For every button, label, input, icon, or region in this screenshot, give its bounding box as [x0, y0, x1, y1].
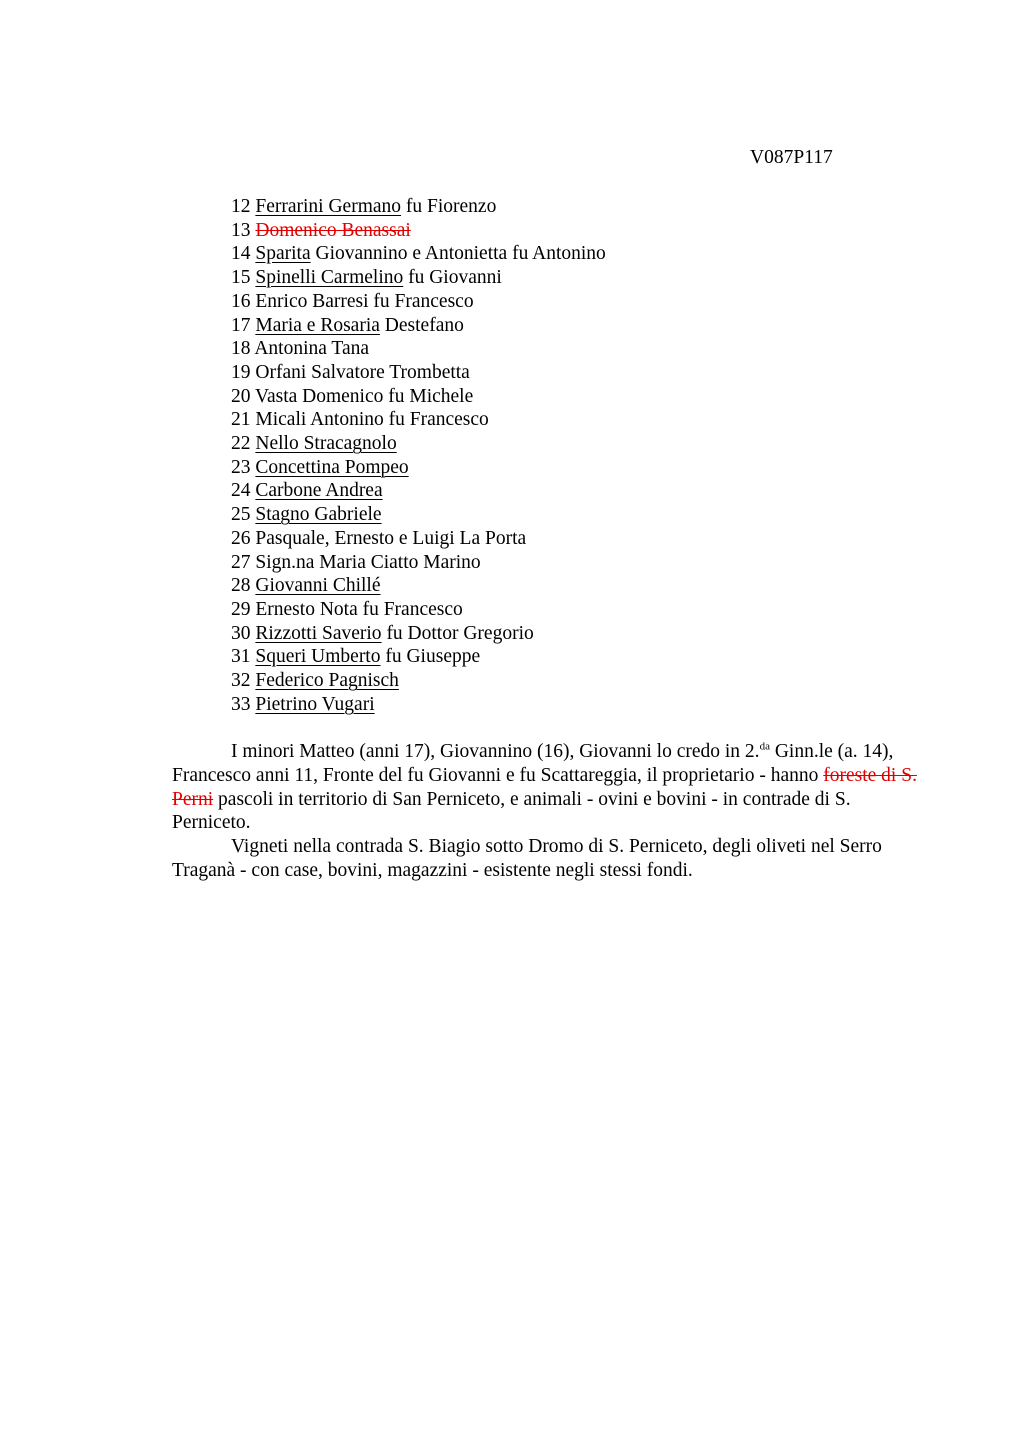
list-item-underlined-text: Squeri Umberto	[255, 646, 381, 668]
list-item-text: fu Fiorenzo	[401, 196, 497, 217]
list-item	[231, 622, 606, 646]
list-item	[231, 527, 606, 551]
list-item	[231, 290, 606, 314]
list-item-deleted-text: Domenico Benassai	[255, 219, 411, 241]
list-item-number: 13	[231, 219, 251, 241]
list-item-number: 28	[231, 575, 251, 597]
list-item-number: 16	[231, 290, 251, 312]
list-item-number: 24	[231, 480, 251, 502]
list-item	[231, 503, 606, 527]
list-item-text: Ernesto Nota fu Francesco	[255, 598, 463, 620]
list-item-number: 23	[231, 456, 251, 478]
list-item-number: 18	[231, 338, 251, 360]
list-item-number: 29	[231, 598, 251, 620]
list-item-text: fu Giuseppe	[380, 646, 481, 668]
list-item-text: Micali Antonino fu Francesco	[255, 409, 489, 431]
list-item-text: Antonina Tana	[254, 338, 370, 360]
list-item-underlined-text: Spinelli Carmelino	[255, 267, 404, 289]
list-item	[231, 242, 606, 266]
list-item-number: 30	[231, 622, 251, 644]
list-item-number: 21	[231, 409, 251, 431]
list-item	[231, 574, 606, 598]
list-item	[231, 456, 606, 480]
list-item-underlined-text: Ferrarini Germano	[255, 196, 402, 217]
list-item	[231, 408, 606, 432]
paragraph-1-end: pascoli in territorio di San Perniceto, e animali - ovini e bovini - in contrade di S. Perniceto.	[172, 788, 851, 834]
list-item	[231, 598, 606, 622]
list-item	[231, 266, 606, 290]
paragraph-1-middle: Ginn.le (a. 14), Francesco anni 11, Fronte del fu Giovanni e fu Scattareggia, il proprietario - hanno	[172, 741, 894, 786]
ordinal-superscript: da	[759, 740, 770, 753]
list-item-underlined-text: Carbone Andrea	[255, 480, 383, 502]
list-item	[231, 361, 606, 385]
paragraph-1	[172, 740, 932, 835]
list-item-underlined-text: Nello Stracagnolo	[255, 433, 397, 455]
list-item-number: 12	[231, 196, 251, 217]
list-item	[231, 195, 606, 219]
list-item-number: 15	[231, 267, 251, 289]
list-item-text: fu Dottor Gregorio	[381, 622, 534, 644]
list-item-text: Enrico Barresi fu Francesco	[255, 290, 474, 312]
list-item-text: Giovannino e Antonietta fu Antonino	[310, 243, 606, 265]
list-item	[231, 337, 606, 361]
list-item-number: 26	[231, 527, 251, 549]
list-item-underlined-text: Concettina Pompeo	[255, 456, 409, 478]
list-item	[231, 385, 606, 409]
list-item-text: Pasquale, Ernesto e Luigi La Porta	[255, 527, 527, 549]
list-item	[231, 314, 606, 338]
name-list	[231, 195, 606, 716]
list-item	[231, 219, 606, 243]
list-item-underlined-text: Stagno Gabriele	[255, 504, 382, 526]
list-item-number: 32	[231, 670, 251, 692]
list-item-underlined-text: Pietrino Vugari	[255, 693, 375, 715]
list-item-underlined-text: Rizzotti Saverio	[255, 622, 382, 644]
list-item-text: fu Giovanni	[403, 267, 502, 289]
paragraph-1-start: I minori Matteo (anni 17), Giovannino (16), Giovanni lo credo in 2.	[231, 741, 760, 762]
paragraph-2: Vigneti nella contrada S. Biagio sotto Dromo di S. Perniceto, degli oliveti nel Serro Traganà - con case, bovini, magazzini - esistente negli stessi fondi.	[172, 836, 882, 881]
list-item-underlined-text: Maria e Rosaria	[255, 314, 380, 336]
struck-text: foreste di S. Perni	[172, 764, 917, 810]
list-item-number: 20	[231, 385, 251, 407]
list-item-underlined-text: Federico Pagnisch	[255, 670, 399, 692]
list-item-text: Orfani Salvatore Trombetta	[255, 361, 470, 383]
list-item-underlined-text: Sparita	[255, 243, 311, 265]
list-item-text: Vasta Domenico fu Michele	[255, 385, 474, 407]
list-item-number: 27	[231, 551, 251, 573]
list-item	[231, 432, 606, 456]
list-item-underlined-text: Giovanni Chillé	[255, 575, 381, 597]
list-item	[231, 551, 606, 575]
list-item-number: 22	[231, 433, 251, 455]
list-item	[231, 479, 606, 503]
list-item	[231, 669, 606, 693]
list-item	[231, 645, 606, 669]
list-item-number: 19	[231, 361, 251, 383]
list-item-number: 17	[231, 314, 251, 336]
body-text	[172, 740, 932, 883]
list-item-number: 14	[231, 243, 251, 265]
list-item-number: 25	[231, 504, 251, 526]
list-item-number: 33	[231, 693, 251, 715]
list-item	[231, 693, 606, 717]
list-item-text: Destefano	[379, 314, 464, 336]
list-item-number: 31	[231, 646, 251, 668]
page-id: V087P117	[750, 147, 833, 168]
list-item-text: Sign.na Maria Ciatto Marino	[255, 551, 481, 573]
